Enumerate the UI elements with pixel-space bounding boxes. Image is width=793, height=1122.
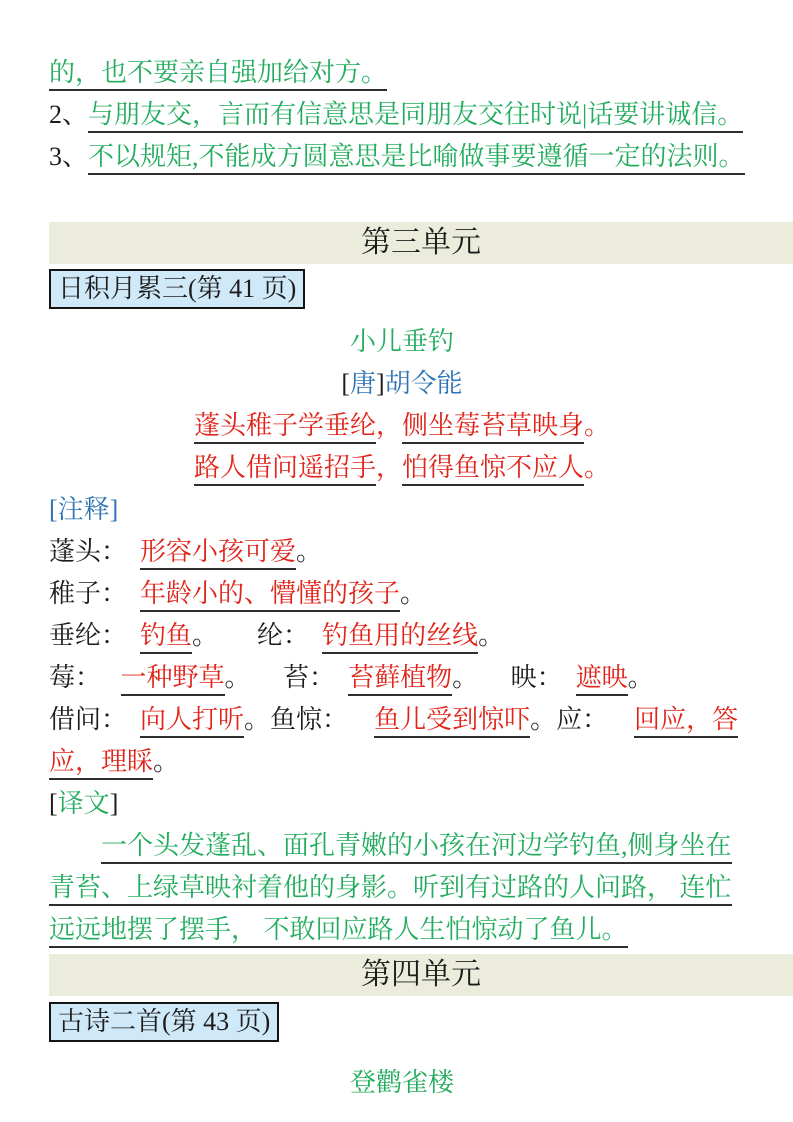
note-pengtou-segment: 。	[296, 537, 323, 566]
poem-1-line-1	[49, 405, 755, 447]
note-pengtou-segment	[127, 537, 140, 566]
poem-1-line-2-segment: 怕得鱼惊不应人	[402, 453, 584, 486]
note-zhizi-segment: 年龄小的、懵懂的孩子	[140, 579, 400, 612]
note-ying-continuation-segment: 应，理睬	[49, 747, 153, 780]
item-3-line-segment: 3、	[49, 142, 89, 171]
note-jiewen-yujing-ying-segment: 应：	[556, 705, 609, 734]
poem-1-line-1-segment: 侧坐莓苔草映身	[402, 411, 584, 444]
item-2-line-segment: 与朋友交，言而有信意思是同朋友交往时说|话要讲诚信。	[88, 100, 743, 133]
note-mei-tai-ying	[49, 657, 755, 699]
note-mei-tai-ying-segment: 映：	[510, 663, 563, 692]
poem-1-author-segment: 胡令能	[384, 369, 463, 398]
note-chuilun-segment: 纶：	[257, 621, 310, 650]
poem-1-title-segment: 小儿垂钓	[349, 327, 454, 356]
poem-1-line-1-segment: 蓬头稚子学垂纶	[194, 411, 376, 444]
note-mei-tai-ying-segment: 遮映	[576, 663, 628, 696]
translation-line-1-segment: 一个头发蓬乱、面孔青嫩的小孩在河边学钓鱼,侧身坐在	[101, 831, 732, 864]
note-mei-tai-ying-segment: 一种野草	[121, 663, 225, 696]
poem-1-author	[49, 363, 755, 405]
note-pengtou-segment: 蓬头：	[49, 537, 128, 566]
translation-label	[49, 783, 755, 825]
notes-label	[49, 489, 755, 531]
note-chuilun-segment: 钓鱼用的丝线	[322, 621, 478, 654]
poem-1-title	[49, 321, 755, 363]
poem-1-line-1-segment: ，	[375, 411, 402, 440]
note-jiewen-yujing-ying-segment: 。	[244, 705, 271, 734]
item-3-line-segment: 不以规矩,不能成方圆意思是比喻做事要遵循一定的法则。	[88, 142, 745, 175]
note-chuilun-segment: 垂纶：	[49, 621, 128, 650]
note-zhizi	[49, 573, 755, 615]
note-chuilun	[49, 615, 755, 657]
note-jiewen-yujing-ying-segment	[348, 705, 374, 734]
note-mei-tai-ying-segment: 莓：	[49, 663, 102, 692]
translation-label-segment: 译文	[57, 789, 110, 818]
poem-1-author-segment: 唐	[349, 369, 376, 398]
note-mei-tai-ying-segment	[335, 663, 348, 692]
note-chuilun-segment	[309, 621, 322, 650]
intro-line-segment: 的，也不要亲自强加给对方。	[49, 58, 387, 91]
note-chuilun-segment	[218, 621, 257, 650]
lesson-43-box-segment: 古诗二首(第 43 页)	[58, 1007, 271, 1036]
note-chuilun-segment	[127, 621, 140, 650]
note-jiewen-yujing-ying-segment	[127, 705, 140, 734]
note-ying-continuation-segment: 。	[153, 747, 180, 776]
item-2-line	[49, 94, 755, 136]
note-jiewen-yujing-ying-segment	[608, 705, 634, 734]
note-mei-tai-ying-segment: 。	[452, 663, 479, 692]
poem-2-title-segment: 登鹳雀楼	[349, 1068, 454, 1097]
note-zhizi-segment: 。	[400, 579, 427, 608]
translation-line-1	[49, 825, 755, 867]
lesson-41-box-label	[49, 269, 305, 309]
note-jiewen-yujing-ying-segment: 。	[530, 705, 557, 734]
intro-line	[49, 52, 755, 94]
note-mei-tai-ying-segment	[251, 663, 284, 692]
unit-4-band	[49, 954, 793, 996]
note-jiewen-yujing-ying-segment: 鱼儿受到惊吓	[374, 705, 530, 738]
note-chuilun-segment: 。	[478, 621, 505, 650]
translation-label-segment: ]	[109, 789, 119, 818]
item-2-line-segment: 2、	[49, 100, 89, 129]
poem-1-line-1-segment: 。	[584, 411, 611, 440]
note-mei-tai-ying-segment: 。	[627, 663, 654, 692]
lesson-41-box-segment: 日积月累三(第 41 页)	[58, 274, 297, 303]
note-zhizi-segment	[127, 579, 140, 608]
lesson-41-box	[49, 267, 755, 311]
note-zhizi-segment: 稚子：	[49, 579, 128, 608]
note-jiewen-yujing-ying-segment: 鱼惊：	[270, 705, 349, 734]
poem-1-line-2	[49, 447, 755, 489]
note-mei-tai-ying-segment: 。	[224, 663, 251, 692]
unit-3-band	[49, 222, 793, 264]
poem-2-title	[49, 1062, 755, 1104]
translation-line-2-segment: 青苔、上绿草映衬着他的身影。听到有过路的人问路， 连忙	[49, 873, 732, 906]
note-chuilun-segment: 钓鱼	[140, 621, 192, 654]
translation-label-segment: [	[49, 789, 58, 818]
translation-line-3-segment: 远远地摆了摆手， 不敢回应路人生怕惊动了鱼儿。	[49, 915, 628, 948]
lesson-43-box-label	[49, 1002, 279, 1042]
note-mei-tai-ying-segment	[478, 663, 511, 692]
lesson-43-box	[49, 1000, 755, 1044]
poem-1-line-2-segment: ，	[375, 453, 402, 482]
note-mei-tai-ying-segment: 苔：	[283, 663, 336, 692]
translation-line-3	[49, 909, 755, 951]
poem-1-author-segment: ]	[376, 369, 385, 398]
note-jiewen-yujing-ying-segment: 借问：	[49, 705, 128, 734]
poem-1-line-2-segment: 。	[584, 453, 611, 482]
note-pengtou-segment: 形容小孩可爱	[140, 537, 296, 570]
unit-3-band-segment: 第三单元	[361, 226, 481, 259]
note-mei-tai-ying-segment	[563, 663, 576, 692]
poem-1-line-2-segment: 路人借问遥招手	[194, 453, 376, 486]
note-mei-tai-ying-segment: 苔藓植物	[348, 663, 452, 696]
note-jiewen-yujing-ying	[49, 699, 755, 741]
item-3-line	[49, 136, 755, 178]
unit-4-band-segment: 第四单元	[361, 958, 481, 991]
notes-label-segment: [注释]	[49, 495, 119, 524]
note-jiewen-yujing-ying-segment: 回应，答	[634, 705, 738, 738]
translation-line-2	[49, 867, 755, 909]
translation-line-1-segment	[49, 831, 101, 860]
poem-1-author-segment: [	[341, 369, 350, 398]
note-ying-continuation	[49, 741, 755, 783]
note-mei-tai-ying-segment	[101, 663, 121, 692]
note-pengtou	[49, 531, 755, 573]
note-chuilun-segment: 。	[192, 621, 219, 650]
note-jiewen-yujing-ying-segment: 向人打听	[140, 705, 244, 738]
